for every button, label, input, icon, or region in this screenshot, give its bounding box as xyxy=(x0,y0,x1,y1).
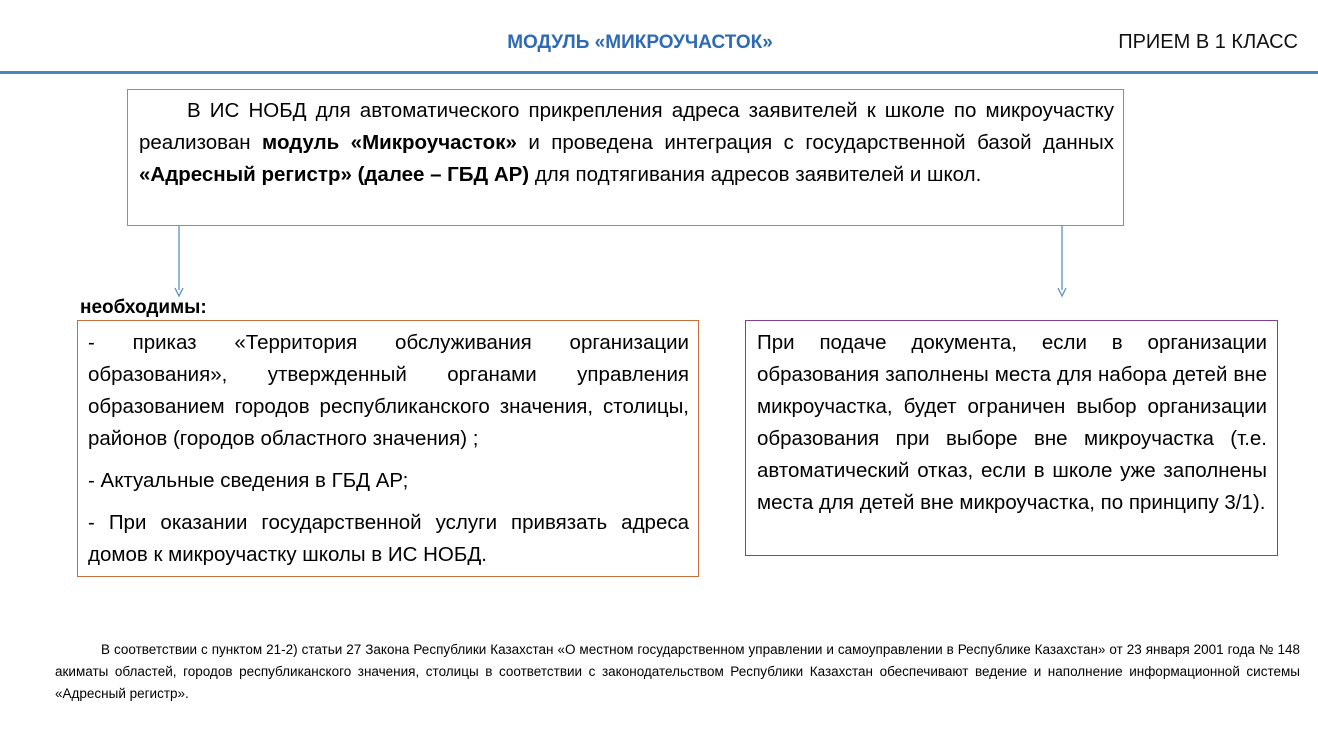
intro-text-part3: для подтягивания адресов заявителей и школ. xyxy=(529,163,982,186)
arrow-down-left-icon xyxy=(172,226,186,298)
requirement-item: - приказ «Территория обслуживания организации образования», утвержденный органами управления образованием городов республиканского значения, столицы, районов (городов областного значения) ; xyxy=(88,331,689,450)
restriction-text: При подаче документа, если в организации образования заполнены места для набора детей вне микроучастка, будет ограничен выбор организации образования при выборе вне микроучастка (т.е. автоматический отказ, если в школе уже заполнены места для детей вне микроучастка, по принципу 3/1). xyxy=(757,331,1267,514)
legal-footnote: В соответствии с пунктом 21-2) статьи 27 Закона Республики Казахстан «О местном государственном управлении и самоуправлении в Республике Казахстан» от 23 января 2001 года № 148 акиматы областей, городов республиканского значения, столицы в соответствии с законодательством Республики Казахстан обеспечивают ведение и наполнение информационной системы «Адресный регистр». xyxy=(55,642,1300,701)
intro-paragraph xyxy=(139,95,1114,191)
intro-text-part2: и проведена интеграция с государственной базой данных xyxy=(516,131,1115,154)
requirement-item: - Актуальные сведения в ГБД АР; xyxy=(88,469,409,492)
requirement-item: - При оказании государственной услуги привязать адреса домов к микроучастку школы в ИС НОБД. xyxy=(88,511,689,566)
arrow-down-right-icon xyxy=(1055,226,1069,298)
requirements-box xyxy=(77,320,699,577)
page-subtitle: ПРИЕМ В 1 КЛАСС xyxy=(1118,31,1298,53)
header-divider xyxy=(0,71,1318,74)
restriction-box xyxy=(745,320,1278,556)
intro-bold-module: модуль «Микроучасток» xyxy=(262,131,517,154)
intro-text-part1: В ИС НОБД для автоматического прикрепления адреса заявителей к школе по микроучастку реализован xyxy=(139,99,1114,154)
requirements-label: необходимы: xyxy=(80,297,207,318)
intro-box xyxy=(127,89,1124,226)
intro-bold-registry: «Адресный регистр» (далее – ГБД АР) xyxy=(139,163,530,186)
page-title: МОДУЛЬ «МИКРОУЧАСТОК» xyxy=(507,32,773,53)
